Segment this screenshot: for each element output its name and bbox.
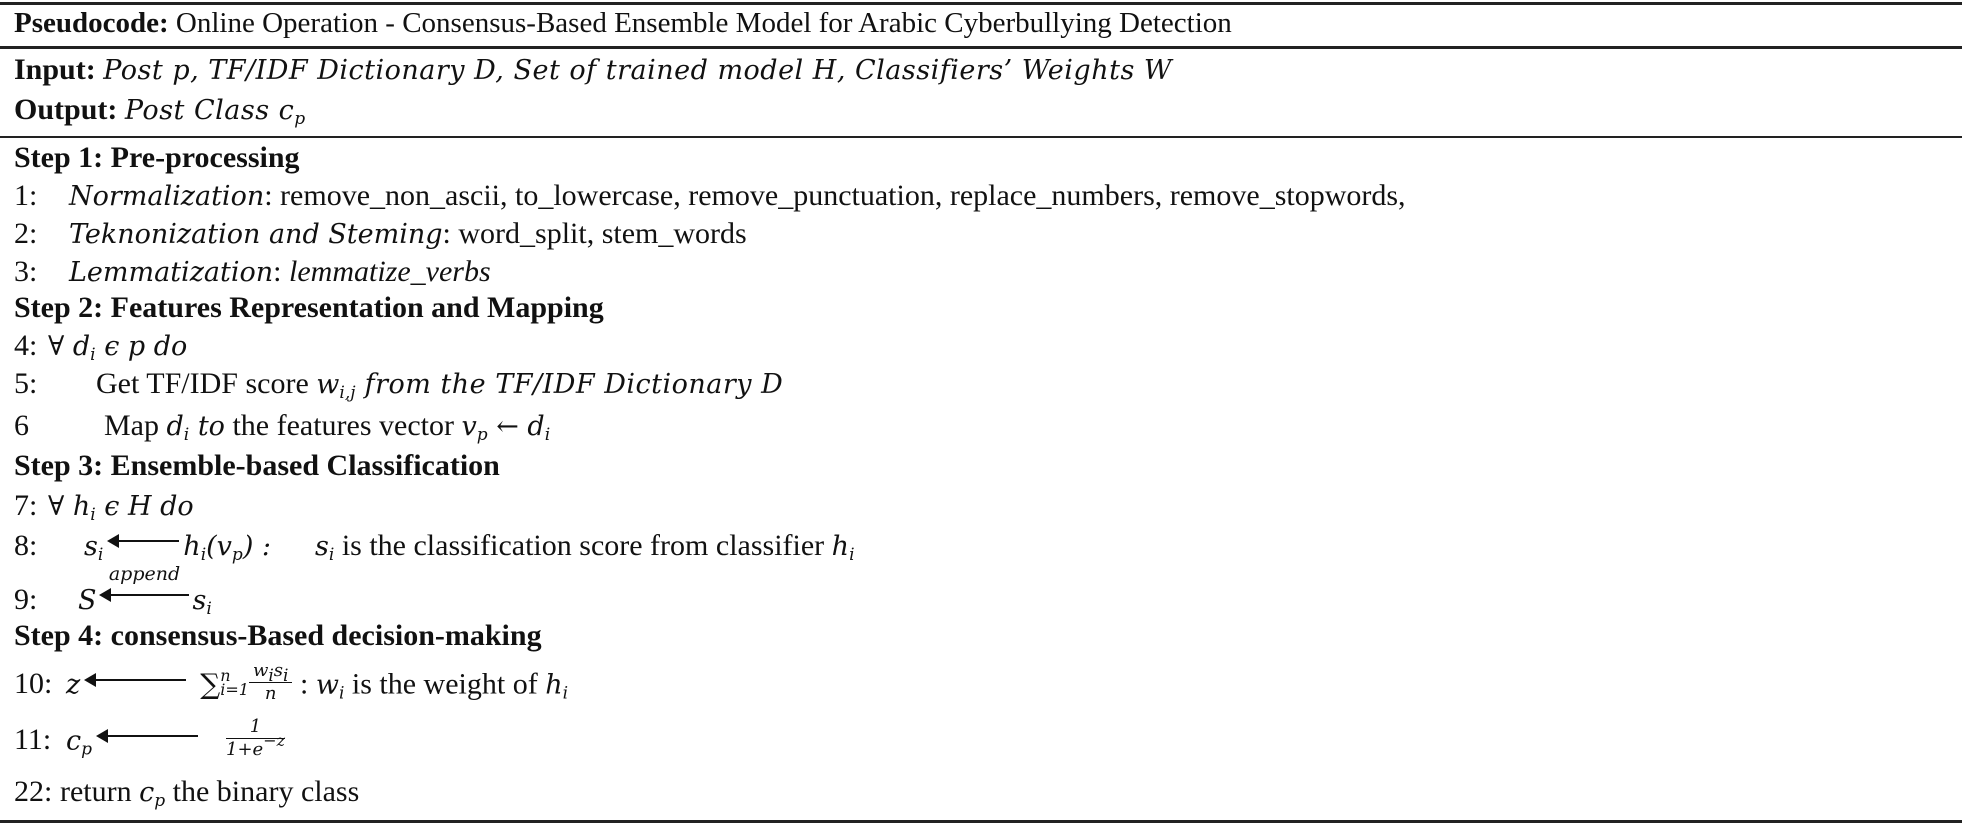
sum-symbol: ∑	[200, 667, 221, 701]
score-description: is the classification score from classifier	[334, 529, 832, 562]
denominator: 1+e	[226, 739, 264, 760]
weighted-fraction	[249, 660, 293, 705]
subscript: i	[90, 505, 96, 525]
tokenization-term: Teknonization and Steming	[69, 219, 443, 250]
subscript: i	[338, 683, 345, 704]
step4-heading: Step 4: consensus-Based decision-making	[14, 619, 542, 652]
header-rule	[0, 46, 1962, 49]
h-symbol: h	[183, 531, 201, 562]
subscript: i	[206, 599, 212, 619]
assign-arrow	[98, 735, 198, 737]
forall-h: ∀ h	[48, 491, 91, 522]
h-symbol: h	[545, 669, 563, 701]
append-arrow	[101, 563, 189, 618]
line-9	[14, 563, 212, 619]
line-2	[14, 216, 747, 253]
loop-condition: ϵ p do	[95, 331, 188, 362]
tokenization-steps: : word_split, stem_words	[442, 217, 747, 250]
argument-open: (v	[206, 531, 232, 562]
w-symbol: w	[252, 660, 269, 681]
h-symbol: h	[831, 531, 850, 562]
subscript: i	[97, 545, 104, 565]
subscript: i	[328, 545, 335, 565]
line-number: 6	[14, 409, 29, 442]
input-label: Input:	[14, 53, 96, 86]
map-text: Map	[104, 409, 167, 442]
s-symbol: s	[315, 531, 329, 562]
subscript: i	[183, 425, 190, 445]
line-number: 1:	[14, 179, 38, 212]
bottom-rule	[0, 820, 1962, 823]
sum-lower: i=1	[220, 679, 249, 699]
arrow-icon	[101, 594, 189, 596]
c-symbol: c	[66, 725, 82, 757]
subscript: i	[562, 683, 569, 704]
pseudocode-label: Pseudocode:	[14, 7, 169, 39]
line-number: 10:	[14, 667, 53, 701]
subscript: p	[154, 791, 166, 811]
w-symbol: w	[315, 669, 339, 701]
line-1	[14, 178, 1406, 215]
pseudocode-title-text: Online Operation - Consensus-Based Ensemble Model for Arabic Cyberbullying Detection	[168, 7, 1232, 39]
sigmoid-fraction	[226, 716, 285, 761]
pseudocode-title	[14, 5, 1232, 41]
lemmatization-steps: lemmatize_verbs	[289, 255, 491, 288]
colon: :	[292, 667, 316, 701]
forall-d: ∀ d	[48, 331, 91, 362]
subscript: i,j	[339, 383, 356, 403]
line-number: 5:	[14, 367, 38, 400]
line-10	[14, 660, 569, 709]
weight-description: is the weight of	[344, 667, 546, 701]
output-label: Output:	[14, 93, 118, 126]
line-number: 3:	[14, 255, 38, 288]
subscript: i	[268, 666, 274, 686]
line-22	[14, 774, 359, 811]
line-number: 22:	[14, 775, 53, 808]
dictionary-phrase: from the TF/IDF Dictionary D	[355, 369, 784, 400]
get-score-text: Get TF/IDF score	[96, 367, 317, 400]
normalization-term: Normalization	[69, 181, 265, 212]
assign-arrow	[109, 540, 179, 542]
line-7	[14, 488, 194, 525]
return-keyword: return	[60, 775, 140, 808]
output-subscript: p	[294, 109, 306, 129]
step3-heading: Step 3: Ensemble-based Classification	[14, 449, 500, 482]
append-label: append	[108, 563, 181, 585]
subscript: i	[544, 425, 551, 445]
line-number: 9:	[14, 583, 38, 616]
denominator: n	[264, 683, 277, 704]
exponent: −z	[263, 731, 286, 750]
line-number: 4:	[14, 329, 38, 362]
subscript: p	[231, 545, 243, 565]
set-s-symbol: S	[78, 585, 97, 616]
features-vector-text: the features vector	[224, 409, 462, 442]
line-number: 2:	[14, 217, 38, 250]
s-symbol: s	[192, 585, 207, 616]
assign-arrow	[86, 679, 186, 681]
subscript: i	[849, 545, 855, 565]
line-number: 8:	[14, 529, 38, 562]
s-symbol: s	[273, 660, 284, 681]
numerator: 1	[226, 716, 285, 739]
lemmatization-term: Lemmatization	[69, 257, 274, 288]
output-text: Post Class c	[124, 95, 295, 126]
weight-symbol: w	[316, 369, 340, 400]
v-symbol: v	[461, 411, 477, 442]
sum-upper: n	[220, 665, 231, 685]
line-6	[14, 408, 550, 445]
line-3	[14, 254, 491, 291]
line-11	[14, 716, 286, 765]
subscript: i	[283, 666, 289, 686]
subscript: i	[200, 545, 207, 565]
io-rule	[0, 136, 1962, 138]
c-symbol: c	[139, 777, 155, 808]
output-line	[14, 92, 305, 129]
argument-close: ) :	[242, 531, 272, 562]
subscript: i	[90, 345, 96, 365]
step2-heading: Step 2: Features Representation and Mapping	[14, 291, 604, 324]
s-symbol: s	[84, 531, 98, 562]
assign-d: ← d	[487, 411, 545, 442]
subscript: p	[81, 739, 93, 760]
z-symbol: z	[66, 669, 81, 701]
return-description: the binary class	[165, 775, 360, 808]
subscript: p	[476, 425, 488, 445]
loop-condition: ϵ H do	[95, 491, 194, 522]
input-text: Post p, TF/IDF Dictionary D, Set of trained model H, Classifiers’ Weights W	[103, 55, 1173, 86]
input-line	[14, 52, 1172, 89]
step1-heading: Step 1: Pre-processing	[14, 141, 300, 174]
line-5	[14, 366, 783, 403]
normalization-steps: : remove_non_ascii, to_lowercase, remove_punctuation, replace_numbers, remove_stopwords,	[264, 179, 1406, 212]
line-number: 11:	[14, 723, 52, 757]
sum-limits	[220, 665, 249, 699]
to-word: to	[189, 411, 225, 442]
d-symbol: d	[166, 411, 184, 442]
line-4	[14, 328, 187, 365]
line-number: 7:	[14, 489, 38, 522]
lemmatization-colon: :	[273, 255, 289, 288]
